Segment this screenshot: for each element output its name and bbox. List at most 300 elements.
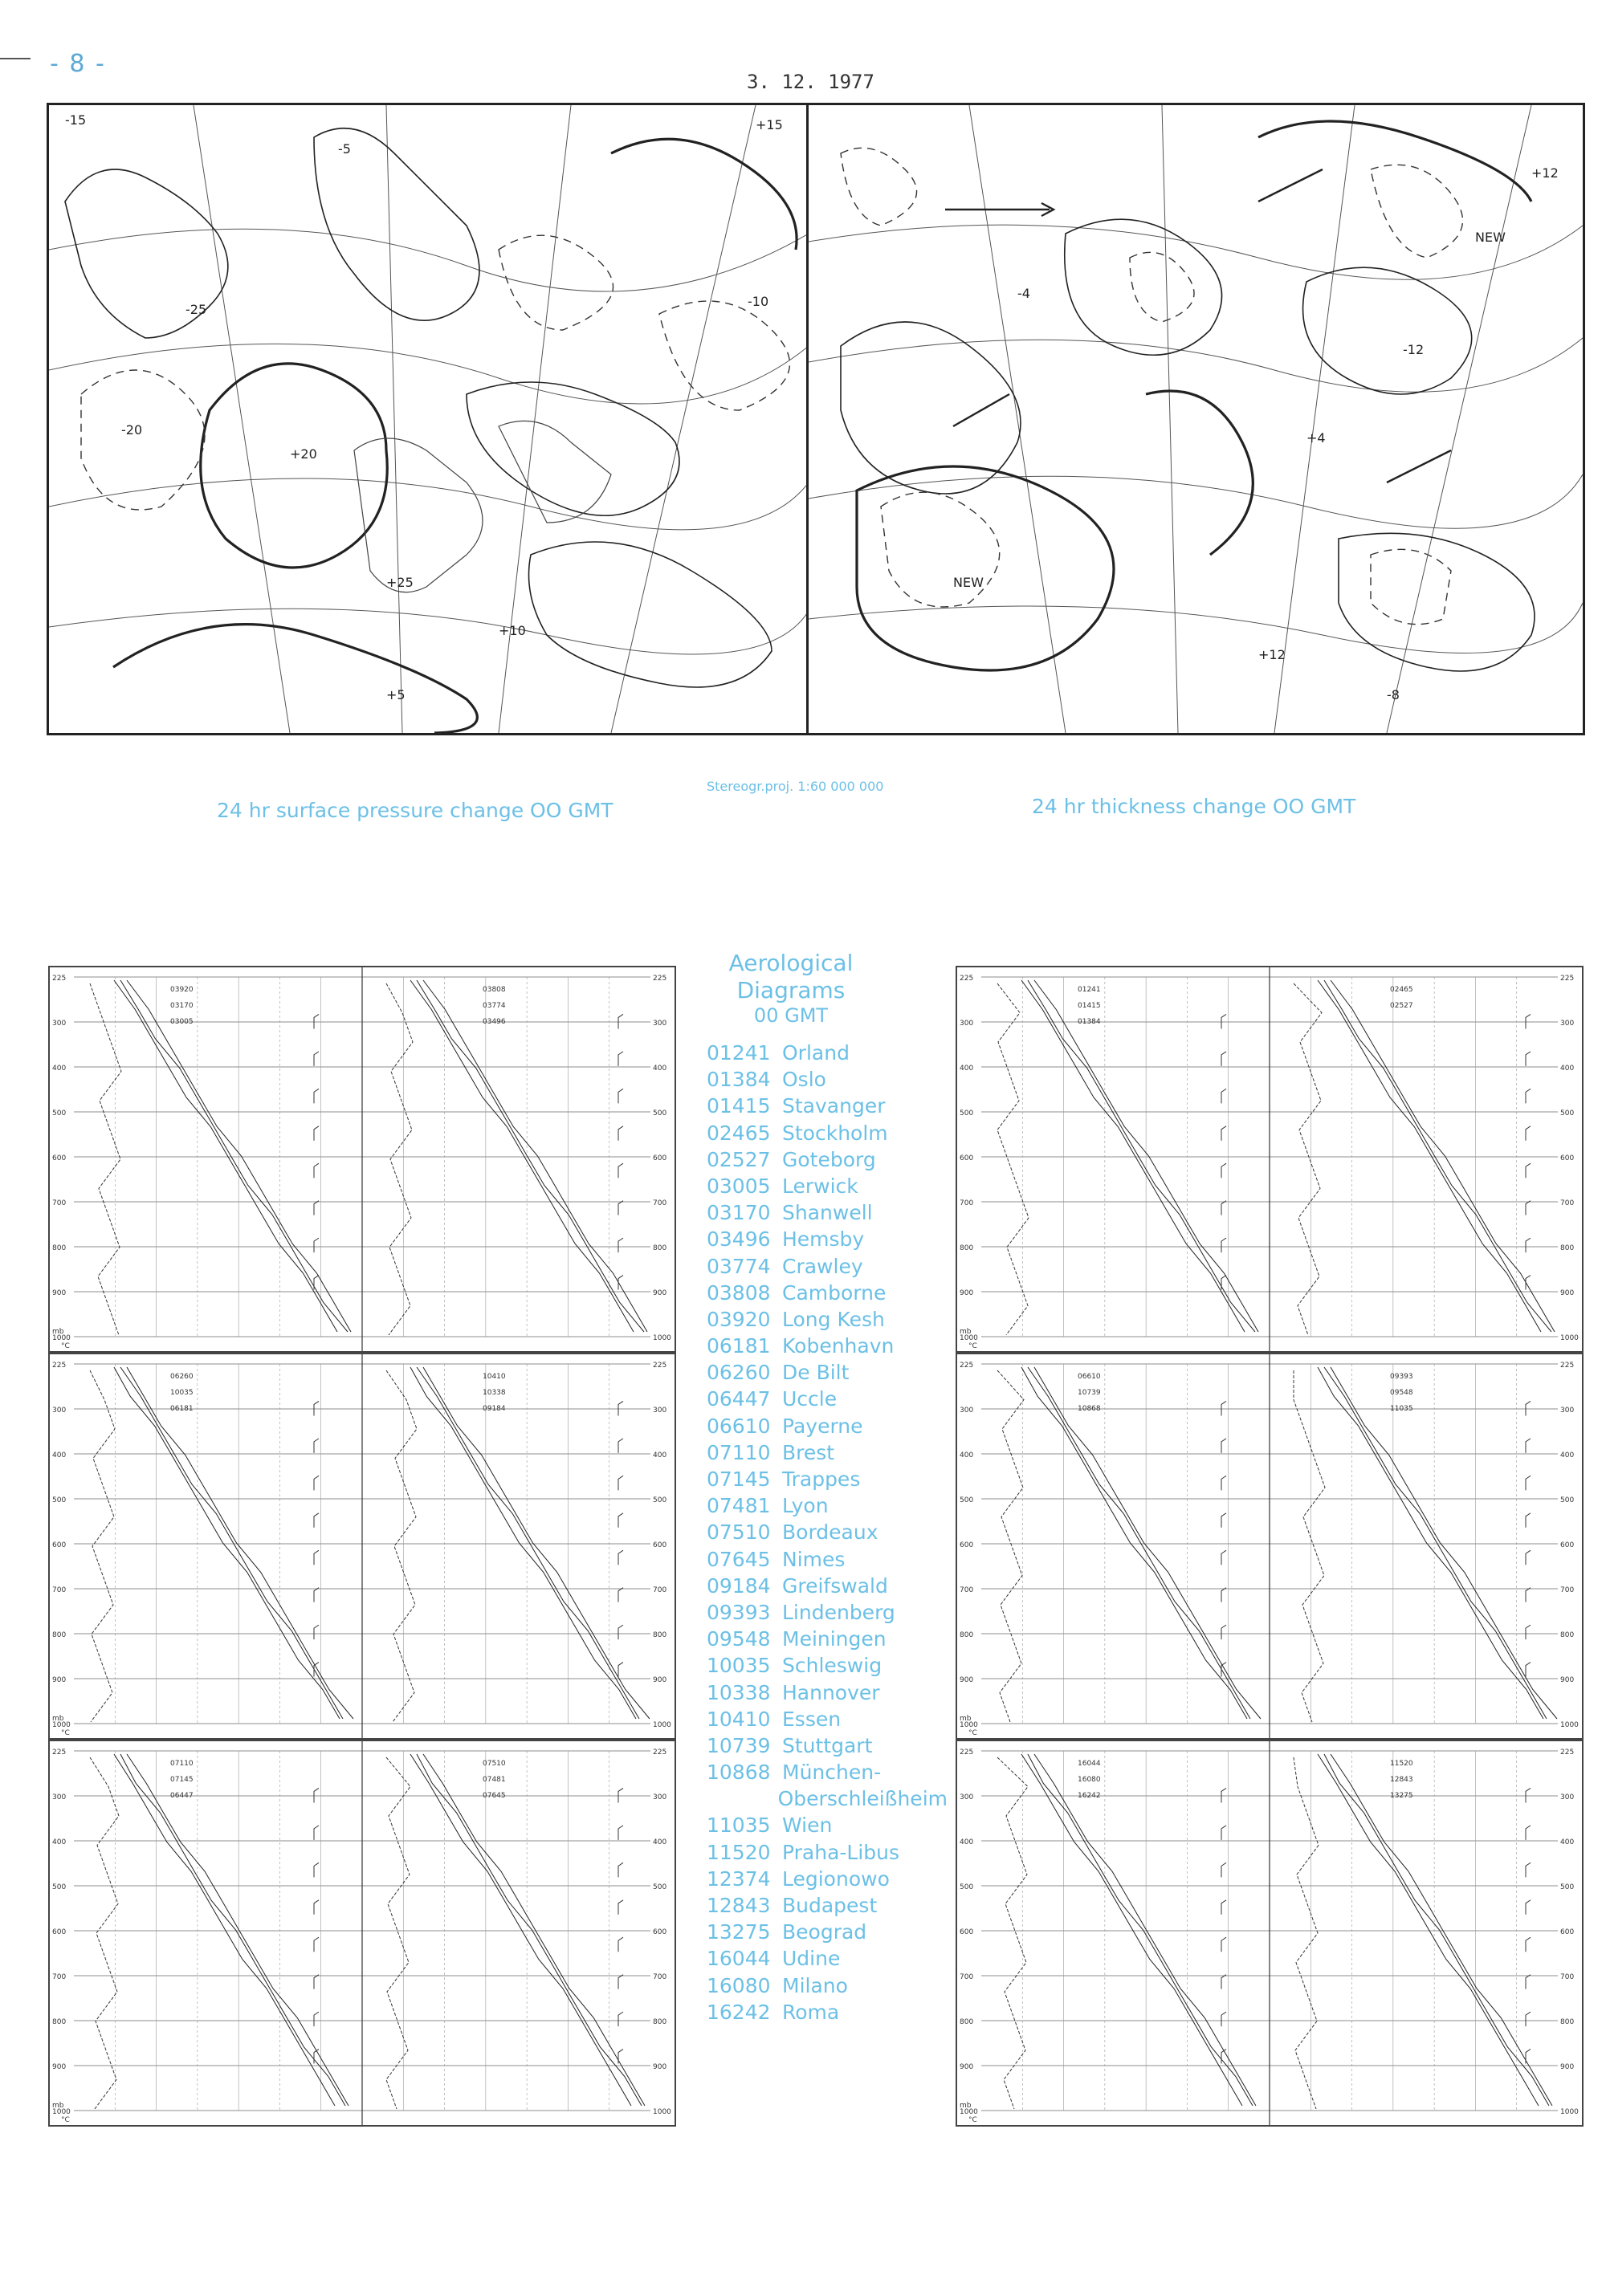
- pressure-unit: mb: [960, 1715, 972, 1723]
- pressure-label: 900: [653, 2063, 667, 2071]
- station-row: [707, 1066, 948, 1093]
- station-code: 10035: [707, 1654, 771, 1678]
- dewpoint-profile: [1294, 1757, 1319, 2109]
- wind-barb: [1221, 1588, 1226, 1602]
- pressure-label: 300: [52, 1793, 67, 1801]
- pressure-label: 400: [1560, 1451, 1575, 1459]
- wind-barb: [1221, 1476, 1226, 1490]
- station-name: Orland: [782, 1041, 850, 1065]
- pressure-label: 600: [960, 1541, 974, 1549]
- pressure-label: 900: [960, 2063, 974, 2071]
- station-row: [707, 1492, 948, 1519]
- station-row: [707, 1945, 948, 1972]
- pressure-label: 400: [653, 1065, 667, 1073]
- station-name: Long Kesh: [782, 1307, 885, 1331]
- wind-barb: [1526, 2012, 1531, 2026]
- station-row: [707, 1386, 948, 1412]
- map-label: +12: [1258, 647, 1286, 662]
- pressure-label: 1000: [52, 1334, 71, 1342]
- pressure-label: 225: [1560, 975, 1575, 983]
- pressure-label: 700: [52, 1199, 67, 1207]
- wind-barb: [1526, 1937, 1531, 1952]
- pressure-label: 400: [653, 1838, 667, 1846]
- wind-barb: [1221, 2012, 1226, 2026]
- station-code: 03496: [707, 1227, 771, 1252]
- aerological-diagram-svg: [957, 1741, 1582, 2125]
- wind-barb: [618, 1788, 623, 1802]
- station-code: 11035: [707, 1814, 771, 1838]
- wind-barb: [1526, 1238, 1531, 1252]
- pressure-label: 800: [1560, 1244, 1575, 1252]
- wind-barb: [618, 2012, 623, 2026]
- pressure-label: 1000: [960, 1334, 978, 1342]
- station-name: Oslo: [782, 1068, 826, 1092]
- temperature-profile: [127, 1367, 353, 1719]
- wind-barb: [1221, 1052, 1226, 1066]
- station-row: [707, 1226, 948, 1252]
- pressure-label: 300: [960, 1793, 974, 1801]
- pressure-label: 500: [1560, 1496, 1575, 1504]
- diagram-station-code: 16080: [1078, 1776, 1101, 1784]
- wind-barb: [1221, 1937, 1226, 1952]
- station-row: [707, 1146, 948, 1173]
- wind-barb: [1526, 1513, 1531, 1528]
- temperature-profile: [417, 980, 644, 1332]
- dewpoint-profile: [997, 1370, 1024, 1722]
- temperature-profile: [1324, 1754, 1549, 2106]
- wind-barb: [1526, 1550, 1531, 1565]
- temperature-profile: [127, 1754, 349, 2106]
- wind-barb: [618, 1900, 623, 1915]
- pressure-label: 800: [52, 1631, 67, 1639]
- pressure-label: 500: [1560, 1109, 1575, 1117]
- pressure-label: 600: [653, 1928, 667, 1936]
- legend-title-line2: Diagrams: [736, 977, 846, 1003]
- temperature-profile: [410, 1367, 636, 1719]
- station-name: Trappes: [782, 1468, 861, 1491]
- pressure-label: 700: [52, 1586, 67, 1594]
- station-row: [707, 1866, 948, 1892]
- pressure-label: 1000: [1560, 2108, 1579, 2116]
- aerological-diagram-svg: [50, 1354, 675, 1738]
- temperature-unit: °C: [968, 2116, 977, 2124]
- station-name: Payerne: [782, 1414, 863, 1438]
- pressure-label: 1000: [52, 2108, 71, 2116]
- temperature-profile: [1331, 1367, 1557, 1719]
- pressure-label: 225: [52, 975, 67, 983]
- pressure-label: 700: [1560, 1586, 1575, 1594]
- wind-barb: [1526, 1788, 1531, 1802]
- station-row: [707, 1679, 948, 1706]
- pressure-label: 500: [52, 1883, 67, 1891]
- temperature-profile: [120, 1367, 343, 1719]
- station-name: Camborne: [782, 1280, 887, 1305]
- wind-barb: [618, 1862, 623, 1877]
- diagram-station-code: 16242: [1078, 1792, 1101, 1800]
- station-code: 16044: [707, 1947, 771, 1971]
- wind-barb: [1526, 1089, 1531, 1103]
- pressure-label: 600: [52, 1928, 67, 1936]
- wind-barb: [618, 1937, 623, 1952]
- station-code: 02465: [707, 1121, 771, 1145]
- temperature-unit: °C: [968, 1342, 977, 1350]
- wind-barb: [618, 1201, 623, 1215]
- station-code: 01415: [707, 1094, 771, 1118]
- map-label: -5: [338, 141, 351, 157]
- diagram-station-code: 09184: [483, 1405, 506, 1413]
- wind-barb: [1221, 1126, 1226, 1141]
- station-row: [707, 1626, 948, 1652]
- wind-barb: [618, 1476, 623, 1490]
- diagram-station-code: 10739: [1078, 1389, 1101, 1397]
- station-name: Oberschleißheim: [777, 1787, 948, 1811]
- wind-barb: [314, 1588, 319, 1602]
- pressure-label: 300: [1560, 1407, 1575, 1415]
- pressure-label: 500: [960, 1883, 974, 1891]
- wind-barb: [1221, 1163, 1226, 1178]
- station-name: Lyon: [782, 1494, 829, 1518]
- pressure-label: 700: [1560, 1973, 1575, 1981]
- diagram-station-code: 10338: [483, 1389, 506, 1397]
- diagram-station-code: 07481: [483, 1776, 506, 1784]
- station-name: Kobenhavn: [782, 1334, 895, 1358]
- pressure-label: 500: [960, 1496, 974, 1504]
- wind-barb: [618, 1014, 623, 1028]
- map-label: +4: [1306, 430, 1326, 446]
- station-row: [707, 1093, 948, 1119]
- temperature-profile: [1318, 1367, 1543, 1719]
- pressure-unit: mb: [52, 1328, 64, 1336]
- pressure-label: 800: [960, 1244, 974, 1252]
- temperature-profile: [1034, 1754, 1256, 2106]
- wind-barb: [314, 1975, 319, 1989]
- pressure-label: 900: [960, 1676, 974, 1684]
- pressure-label: 225: [653, 1748, 667, 1757]
- wind-barb: [1221, 1089, 1226, 1103]
- station-code: 16080: [707, 1973, 771, 1997]
- diagram-station-code: 11035: [1390, 1405, 1413, 1413]
- pressure-label: 700: [960, 1199, 974, 1207]
- station-row: [707, 1466, 948, 1492]
- diagram-station-code: 16044: [1078, 1760, 1101, 1768]
- diagram-station-code: 03170: [170, 1002, 194, 1010]
- pressure-label: 700: [653, 1973, 667, 1981]
- temperature-profile: [1318, 980, 1541, 1332]
- wind-barb: [314, 1937, 319, 1952]
- wind-barb: [1526, 1201, 1531, 1215]
- temperature-profile: [1331, 980, 1555, 1332]
- temperature-profile: [423, 1754, 645, 2106]
- station-name: Stockholm: [782, 1121, 888, 1145]
- map-label: +10: [499, 623, 526, 638]
- pressure-label: 700: [52, 1973, 67, 1981]
- pressure-unit: mb: [52, 1715, 64, 1723]
- station-name: Brest: [782, 1440, 835, 1464]
- pressure-label: 800: [1560, 1631, 1575, 1639]
- wind-barb: [1526, 1476, 1531, 1490]
- aerological-diagram: [48, 966, 676, 1353]
- wind-barb: [1221, 1238, 1226, 1252]
- wind-barb: [314, 1900, 319, 1915]
- pressure-label: 500: [960, 1109, 974, 1117]
- station-name: Hemsby: [782, 1227, 865, 1252]
- station-row: [707, 1706, 948, 1732]
- pressure-label: 400: [1560, 1838, 1575, 1846]
- pressure-label: 500: [52, 1496, 67, 1504]
- wind-barb: [314, 1513, 319, 1528]
- temperature-profile: [1028, 1367, 1250, 1719]
- pressure-label: 1000: [52, 1721, 71, 1729]
- diagram-station-code: 06610: [1078, 1373, 1101, 1381]
- pressure-label: 700: [653, 1586, 667, 1594]
- page-number: - 8 -: [50, 50, 106, 78]
- pressure-label: 300: [52, 1020, 67, 1028]
- diagram-station-code: 10868: [1078, 1405, 1101, 1413]
- pressure-label: 300: [52, 1407, 67, 1415]
- station-name: Lindenberg: [782, 1600, 895, 1624]
- wind-barb: [314, 1089, 319, 1103]
- wind-barb: [618, 1513, 623, 1528]
- map-label: +20: [290, 446, 317, 462]
- station-code: 03920: [707, 1307, 771, 1331]
- pressure-label: 225: [960, 1748, 974, 1757]
- corner-mark: [0, 58, 31, 59]
- wind-barb: [1526, 1276, 1531, 1290]
- aerological-diagram: [956, 1353, 1584, 1740]
- wind-barb: [618, 1089, 623, 1103]
- pressure-label: 225: [1560, 1362, 1575, 1370]
- station-code: 10338: [707, 1680, 771, 1704]
- pressure-label: 1000: [653, 1334, 671, 1342]
- pressure-label: 800: [653, 1244, 667, 1252]
- wind-barb: [618, 1126, 623, 1141]
- station-row: [707, 1919, 948, 1945]
- wind-barb: [1221, 1900, 1226, 1915]
- aerological-diagram-svg: [50, 1741, 675, 2125]
- temperature-unit: °C: [968, 1729, 977, 1737]
- pressure-label: 400: [52, 1065, 67, 1073]
- pressure-label: 800: [52, 1244, 67, 1252]
- station-name: Shanwell: [782, 1201, 873, 1225]
- dewpoint-profile: [386, 983, 413, 1335]
- aerological-legend-title: [703, 950, 879, 1027]
- pressure-label: 1000: [653, 1721, 671, 1729]
- temperature-profile: [114, 1754, 335, 2106]
- station-name: Crawley: [782, 1254, 863, 1278]
- wind-barb: [1221, 1975, 1226, 1989]
- pressure-label: 300: [653, 1020, 667, 1028]
- temperature-profile: [114, 980, 337, 1332]
- map-label: -12: [1403, 342, 1425, 357]
- wind-barb: [314, 2012, 319, 2026]
- pressure-label: 225: [960, 975, 974, 983]
- pressure-unit: mb: [960, 2102, 972, 2110]
- wind-barb: [1221, 1014, 1226, 1028]
- wind-barb: [1526, 1163, 1531, 1178]
- map-label: NEW: [953, 575, 984, 590]
- pressure-label: 600: [1560, 1541, 1575, 1549]
- pressure-unit: mb: [52, 2102, 64, 2110]
- pressure-label: 800: [1560, 2018, 1575, 2026]
- station-row: [707, 1892, 948, 1919]
- station-row: [707, 1839, 948, 1866]
- wind-barb: [618, 1588, 623, 1602]
- station-name: Uccle: [782, 1387, 838, 1411]
- wind-barb: [314, 1439, 319, 1453]
- wind-barb: [618, 1163, 623, 1178]
- station-name: Essen: [782, 1707, 842, 1731]
- pressure-label: 1000: [960, 1721, 978, 1729]
- pressure-label: 300: [960, 1407, 974, 1415]
- pressure-label: 700: [960, 1586, 974, 1594]
- station-row: [707, 1652, 948, 1679]
- station-row: [707, 1306, 948, 1333]
- pressure-label: 400: [960, 1065, 974, 1073]
- station-row: [707, 1413, 948, 1439]
- aerological-diagram: [48, 1740, 676, 2127]
- station-name: München-: [782, 1761, 882, 1785]
- station-row: [707, 1280, 948, 1306]
- station-code: 02527: [707, 1147, 771, 1171]
- station-code: 06260: [707, 1361, 771, 1385]
- pressure-label: 900: [52, 2063, 67, 2071]
- pressure-label: 500: [653, 1109, 667, 1117]
- thickness-map-drawing: [809, 105, 1583, 733]
- pressure-label: 225: [52, 1362, 67, 1370]
- map-label: -10: [748, 294, 769, 309]
- diagram-station-code: 06447: [170, 1792, 194, 1800]
- map-label: +5: [386, 687, 406, 702]
- station-code: 03005: [707, 1174, 771, 1198]
- station-name: Schleswig: [782, 1654, 882, 1678]
- diagram-station-code: 06181: [170, 1405, 194, 1413]
- wind-barb: [1526, 1975, 1531, 1989]
- pressure-label: 800: [653, 1631, 667, 1639]
- station-row: [707, 1173, 948, 1199]
- pressure-label: 300: [1560, 1020, 1575, 1028]
- station-row: [707, 1120, 948, 1146]
- pressure-label: 600: [653, 1541, 667, 1549]
- pressure-label: 700: [960, 1973, 974, 1981]
- pressure-label: 900: [1560, 1676, 1575, 1684]
- pressure-label: 400: [1560, 1065, 1575, 1073]
- aerological-diagram: [48, 1353, 676, 1740]
- pressure-label: 225: [653, 975, 667, 983]
- wind-barb: [1526, 1663, 1531, 1677]
- pressure-label: 300: [653, 1793, 667, 1801]
- temperature-profile: [410, 1754, 631, 2106]
- pressure-label: 1000: [1560, 1721, 1579, 1729]
- pressure-label: 600: [52, 1541, 67, 1549]
- temperature-profile: [423, 1367, 650, 1719]
- pressure-label: 900: [52, 1289, 67, 1297]
- temperature-profile: [1034, 980, 1258, 1332]
- wind-barb: [314, 1014, 319, 1028]
- wind-barb: [618, 1975, 623, 1989]
- temperature-unit: °C: [61, 2116, 70, 2124]
- aerological-diagram: [956, 1740, 1584, 2127]
- projection-note: Stereogr.proj. 1:60 000 000: [707, 779, 884, 794]
- pressure-label: 300: [1560, 1793, 1575, 1801]
- station-code: 07110: [707, 1440, 771, 1464]
- diagram-station-code: 11520: [1390, 1760, 1413, 1768]
- station-code: 07481: [707, 1494, 771, 1518]
- station-name: Wien: [782, 1814, 833, 1838]
- station-name: Bordeaux: [782, 1520, 878, 1545]
- wind-barb: [1526, 1439, 1531, 1453]
- wind-barb: [618, 1238, 623, 1252]
- pressure-label: 900: [52, 1676, 67, 1684]
- diagram-station-code: 03496: [483, 1018, 506, 1026]
- pressure-label: 600: [52, 1154, 67, 1162]
- wind-barb: [618, 1550, 623, 1565]
- station-code: 06447: [707, 1387, 771, 1411]
- wind-barb: [618, 1826, 623, 1840]
- station-row: [707, 1040, 948, 1066]
- pressure-label: 400: [960, 1838, 974, 1846]
- wind-barb: [1221, 1401, 1226, 1415]
- wind-barb: [1221, 1826, 1226, 1840]
- pressure-label: 700: [653, 1199, 667, 1207]
- left-map-caption: 24 hr surface pressure change OO GMT: [217, 799, 613, 822]
- diagram-station-code: 02527: [1390, 1002, 1413, 1010]
- legend-title-line1: Aerological: [728, 950, 854, 976]
- pressure-label: 225: [653, 1362, 667, 1370]
- temperature-profile: [1034, 1367, 1261, 1719]
- pressure-label: 800: [653, 2018, 667, 2026]
- station-name: Milano: [782, 1973, 848, 1997]
- pressure-label: 900: [1560, 1289, 1575, 1297]
- diagram-station-code: 12843: [1390, 1776, 1413, 1784]
- diagram-station-code: 13275: [1390, 1792, 1413, 1800]
- wind-barb: [314, 1476, 319, 1490]
- diagram-station-code: 01384: [1078, 1018, 1101, 1026]
- wind-barb: [618, 1663, 623, 1677]
- wind-barb: [618, 1625, 623, 1639]
- temperature-profile: [120, 1754, 345, 2106]
- pressure-label: 1000: [960, 2108, 978, 2116]
- wind-barb: [618, 1052, 623, 1066]
- pressure-label: 600: [960, 1928, 974, 1936]
- wind-barb: [1221, 1513, 1226, 1528]
- station-code: 03808: [707, 1280, 771, 1305]
- station-row: [707, 1333, 948, 1359]
- dewpoint-profile: [1294, 983, 1322, 1335]
- temperature-unit: °C: [61, 1342, 70, 1350]
- pressure-map-drawing: [49, 105, 809, 733]
- station-code: 07145: [707, 1468, 771, 1491]
- map-label: +15: [756, 117, 783, 132]
- pressure-label: 800: [52, 2018, 67, 2026]
- diagram-station-code: 07145: [170, 1776, 194, 1784]
- pressure-label: 900: [653, 1676, 667, 1684]
- diagram-station-code: 09393: [1390, 1373, 1413, 1381]
- pressure-label: 400: [653, 1451, 667, 1459]
- wind-barb: [618, 1401, 623, 1415]
- wind-barb: [314, 1126, 319, 1141]
- wind-barb: [314, 1163, 319, 1178]
- station-name: Beograd: [782, 1920, 867, 1944]
- station-name: Hannover: [782, 1680, 880, 1704]
- wind-barb: [314, 1401, 319, 1415]
- station-row: [707, 1812, 948, 1838]
- temperature-profile: [1021, 1754, 1242, 2106]
- wind-barb: [1526, 1014, 1531, 1028]
- diagram-station-code: 02465: [1390, 986, 1413, 994]
- dewpoint-profile: [386, 1757, 410, 2109]
- pressure-label: 600: [653, 1154, 667, 1162]
- temperature-profile: [1021, 980, 1245, 1332]
